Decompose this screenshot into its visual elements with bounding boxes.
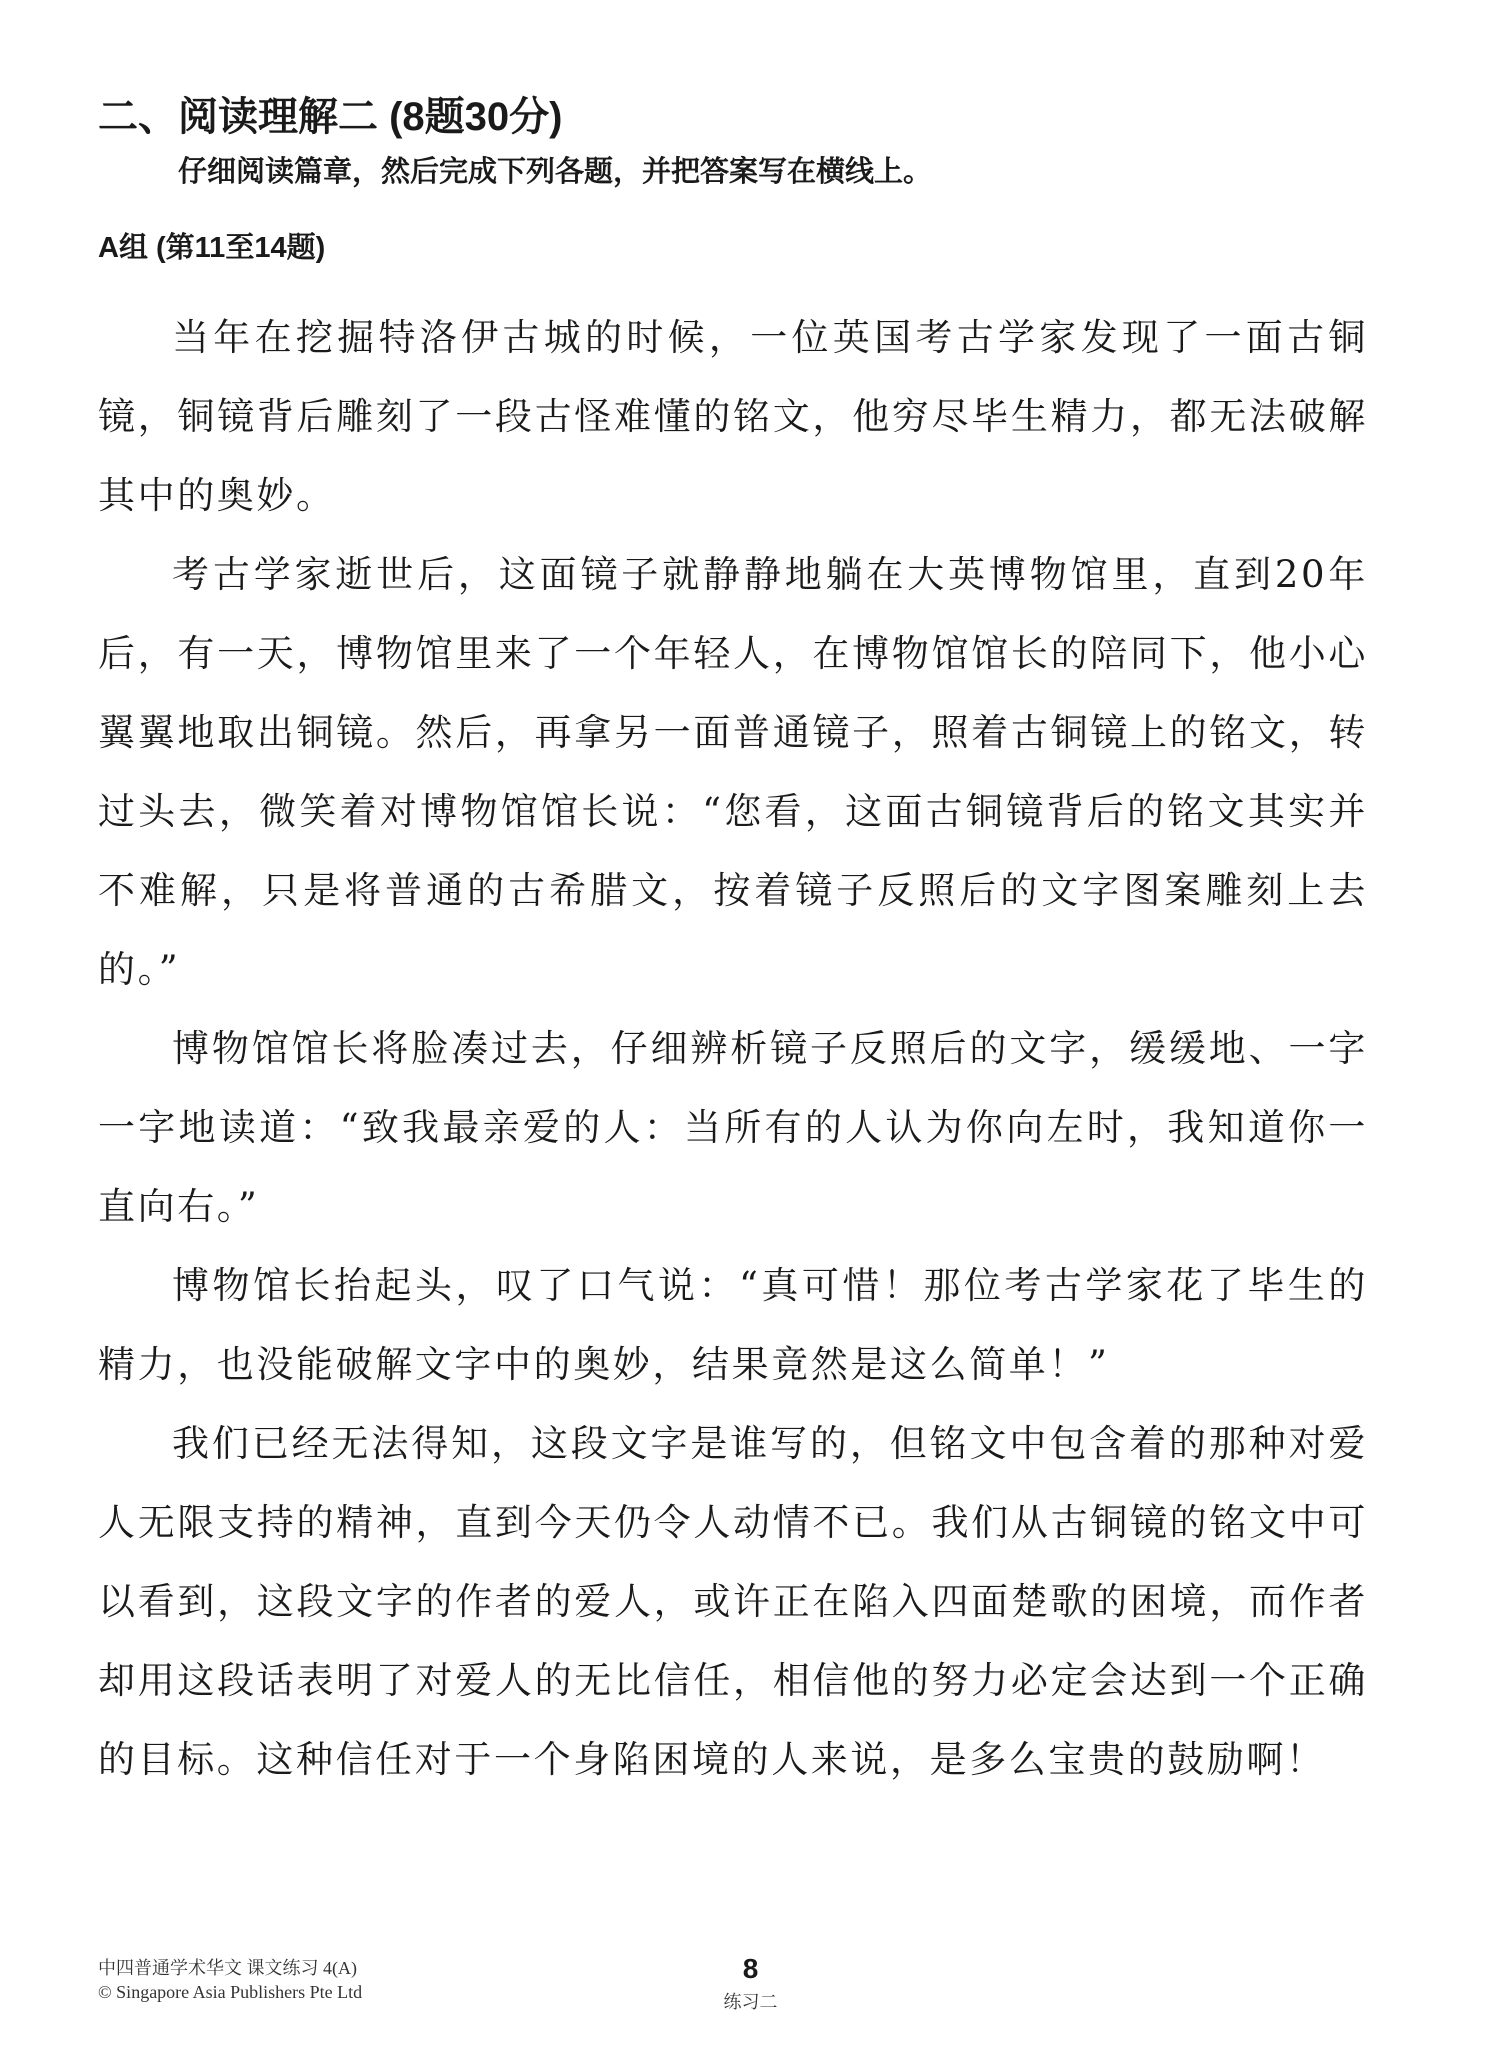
passage-paragraph-1: 当年在挖掘特洛伊古城的时候，一位英国考古学家发现了一面古铜镜，铜镜背后雕刻了一段古怪难懂的铭文，他穷尽毕生精力，都无法破解其中的奥妙。 (98, 316, 1368, 517)
group-label: A组 (第11至14题) (98, 232, 326, 264)
passage-paragraph-4: 博物馆长抬起头，叹了口气说：“真可惜！那位考古学家花了毕生的精力，也没能破解文字中的奥妙，结果竟然是这么简单！” (98, 1264, 1368, 1386)
reading-passage (98, 298, 1368, 1799)
passage-paragraph-5: 我们已经无法得知，这段文字是谁写的，但铭文中包含着的那种对爱人无限支持的精神，直到今天仍令人动情不已。我们从古铜镜的铭文中可以看到，这段文字的作者的爱人，或许正在陷入四面楚歌的困境，而作者却用这段话表明了对爱人的无比信任，相信他的努力必定会达到一个正确的目标。这种信任对于一个身陷困境的人来说，是多么宝贵的鼓励啊！ (98, 1422, 1368, 1781)
passage-paragraph-3: 博物馆馆长将脸凑过去，仔细辨析镜子反照后的文字，缓缓地、一字一字地读道：“致我最亲爱的人：当所有的人认为你向左时，我知道你一直向右。” (98, 1027, 1368, 1228)
footer-copyright: © Singapore Asia Publishers Pte Ltd (98, 1982, 363, 2002)
page-number: 8 (742, 1953, 759, 1984)
page-subtitle: 练习二 (723, 1992, 778, 2012)
section-title: 二、阅读理解二 (8题30分) (98, 95, 563, 139)
passage-paragraph-2: 考古学家逝世后，这面镜子就静静地躺在大英博物馆里，直到20年后，有一天，博物馆里来了一个年轻人，在博物馆馆长的陪同下，他小心翼翼地取出铜镜。然后，再拿另一面普通镜子，照着古铜镜上的铭文，转过头去，微笑着对博物馆馆长说：“您看，这面古铜镜背后的铭文其实并不难解，只是将普通的古希腊文，按着镜子反照后的文字图案雕刻上去的。” (98, 553, 1368, 991)
instruction-text: 仔细阅读篇章，然后完成下列各题，并把答案写在横线上。 (178, 156, 933, 188)
footer-book-title: 中四普通学术华文 课文练习 4(A) (98, 1958, 357, 1978)
